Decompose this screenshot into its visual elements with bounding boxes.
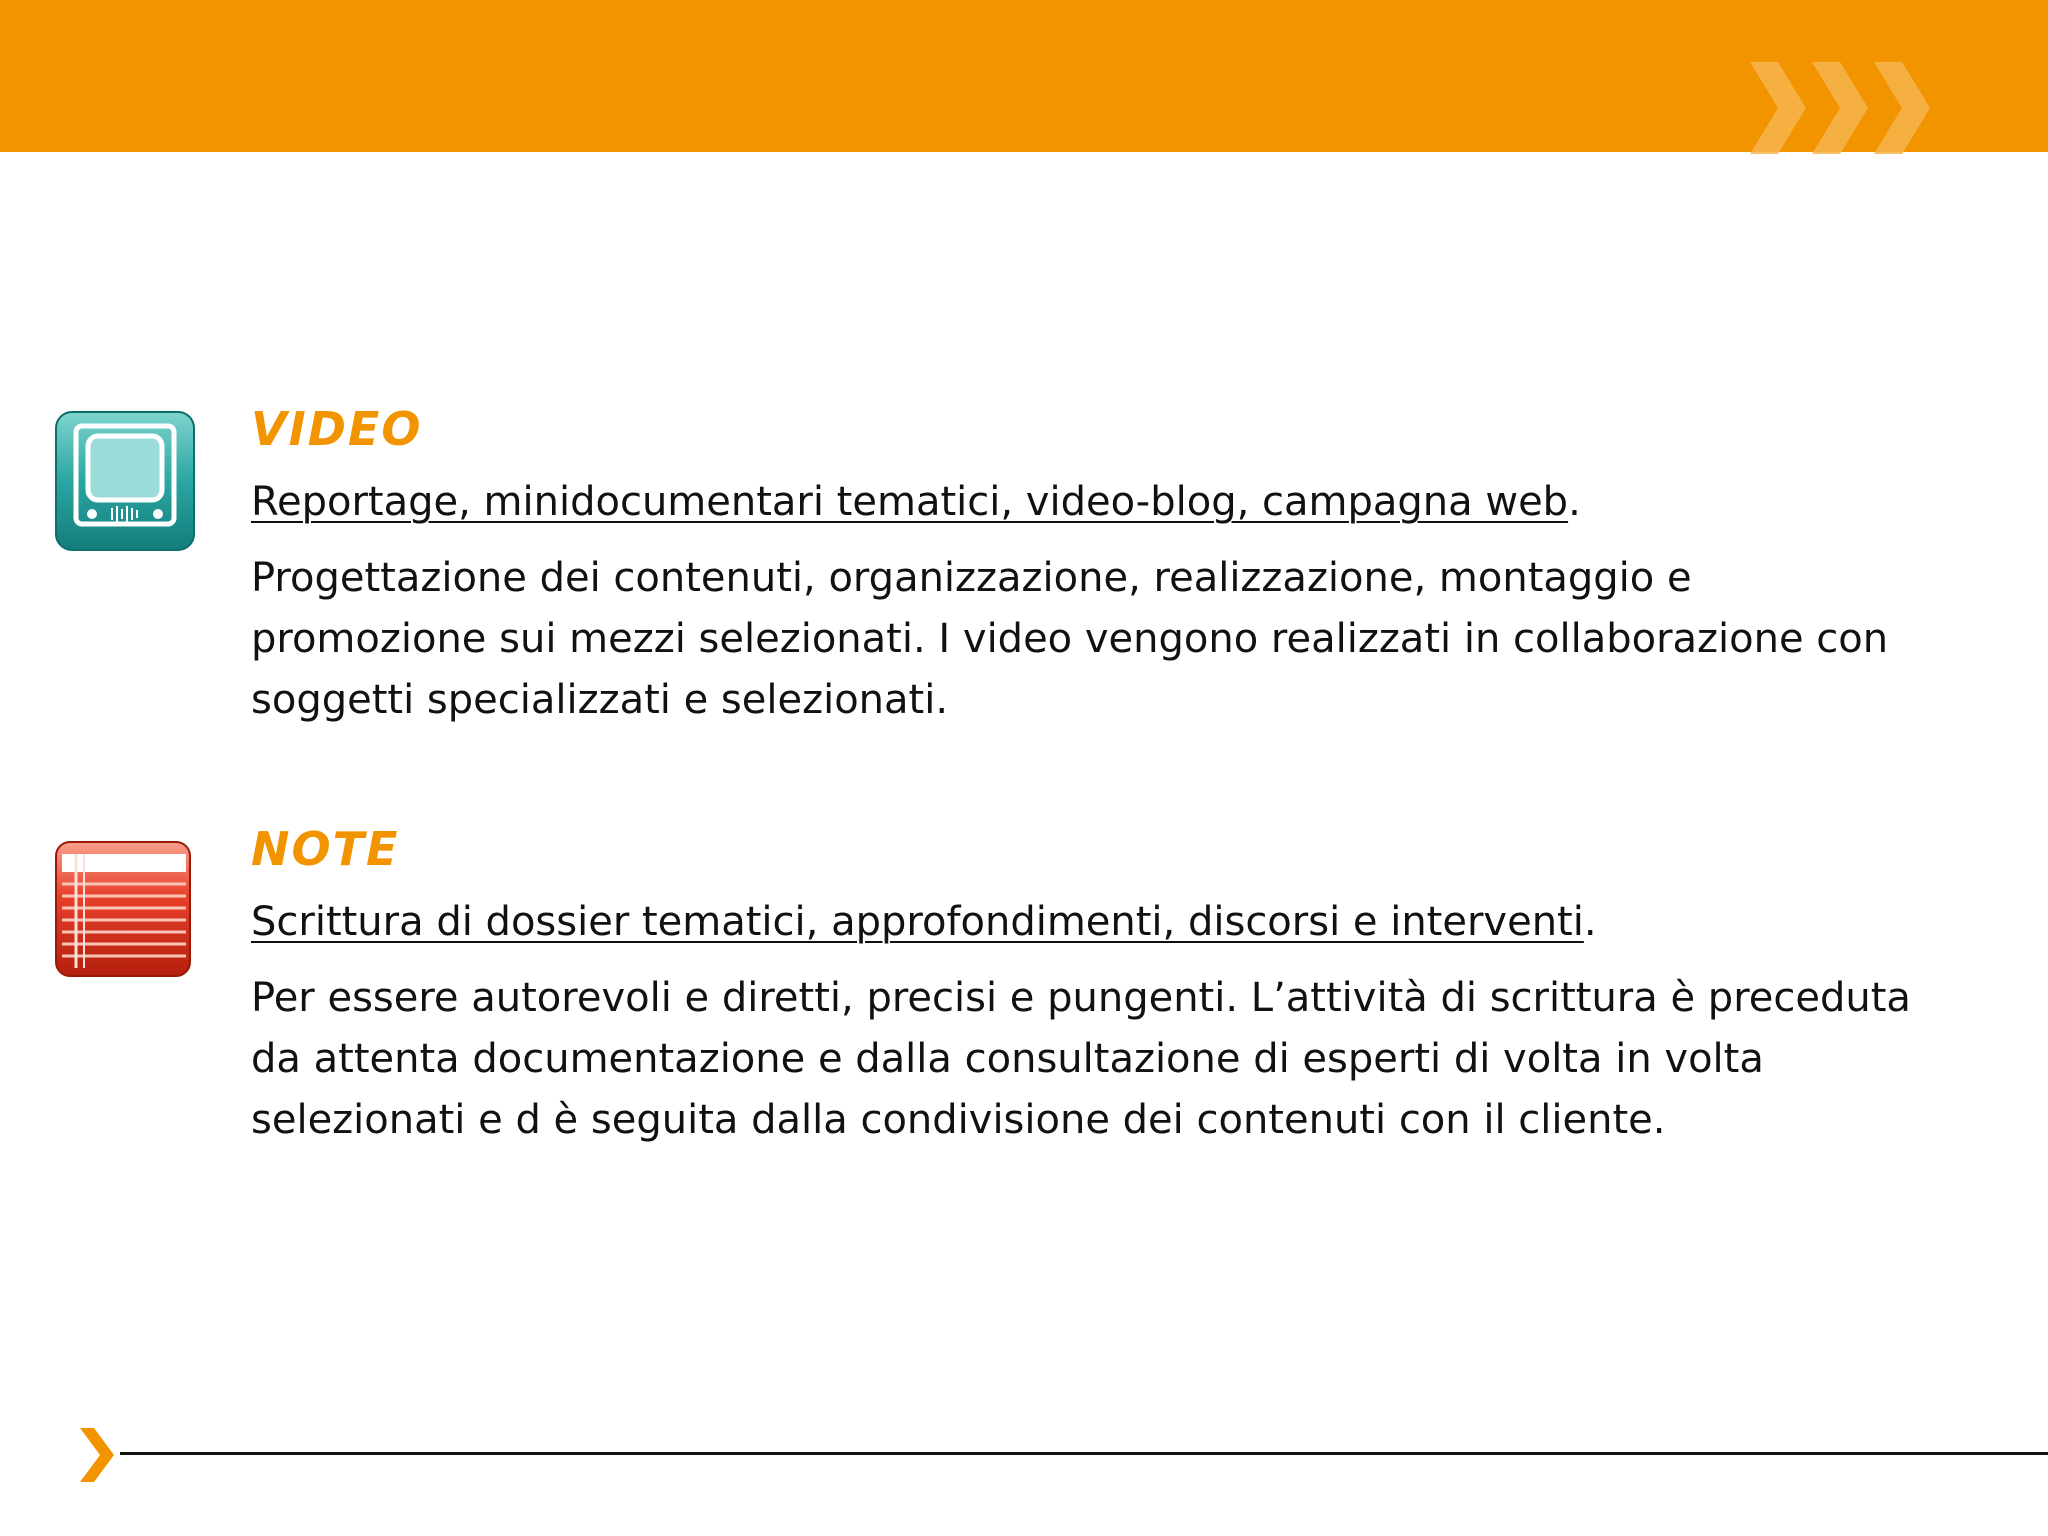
note-subtitle	[251, 898, 1597, 946]
note-subtitle-text: Scrittura di dossier tematici, approfondimenti, discorsi e interventi	[251, 899, 1584, 945]
note-subtitle-period: .	[1583, 899, 1597, 945]
video-subtitle	[251, 478, 1581, 526]
note-title: NOTE	[251, 822, 400, 876]
notepad-icon	[54, 840, 196, 982]
video-subtitle-text: Reportage, minidocumentari tematici, video-blog, campagna web	[251, 479, 1569, 525]
tv-icon	[54, 410, 196, 552]
chevrons-decoration-icon	[1750, 62, 1940, 154]
footer-divider	[120, 1452, 2048, 1455]
video-description: Progettazione dei contenuti, organizzazione, realizzazione, montaggio e promozione sui mezzi selezionati. I video vengono realizzati in collaborazione con soggetti specializzati e selezionati.	[251, 555, 1889, 723]
note-description: Per essere autorevoli e diretti, precisi e pungenti. L’attività di scrittura è preceduta da attenta documentazione e dalla consultazione di esperti di volta in volta selezionati e d è seguita dalla condivisione dei contenuti con il cliente.	[251, 975, 1911, 1143]
video-subtitle-period: .	[1568, 479, 1581, 525]
header-bar	[0, 0, 2048, 152]
video-title: VIDEO	[251, 402, 423, 456]
chevron-right-icon	[80, 1428, 114, 1482]
